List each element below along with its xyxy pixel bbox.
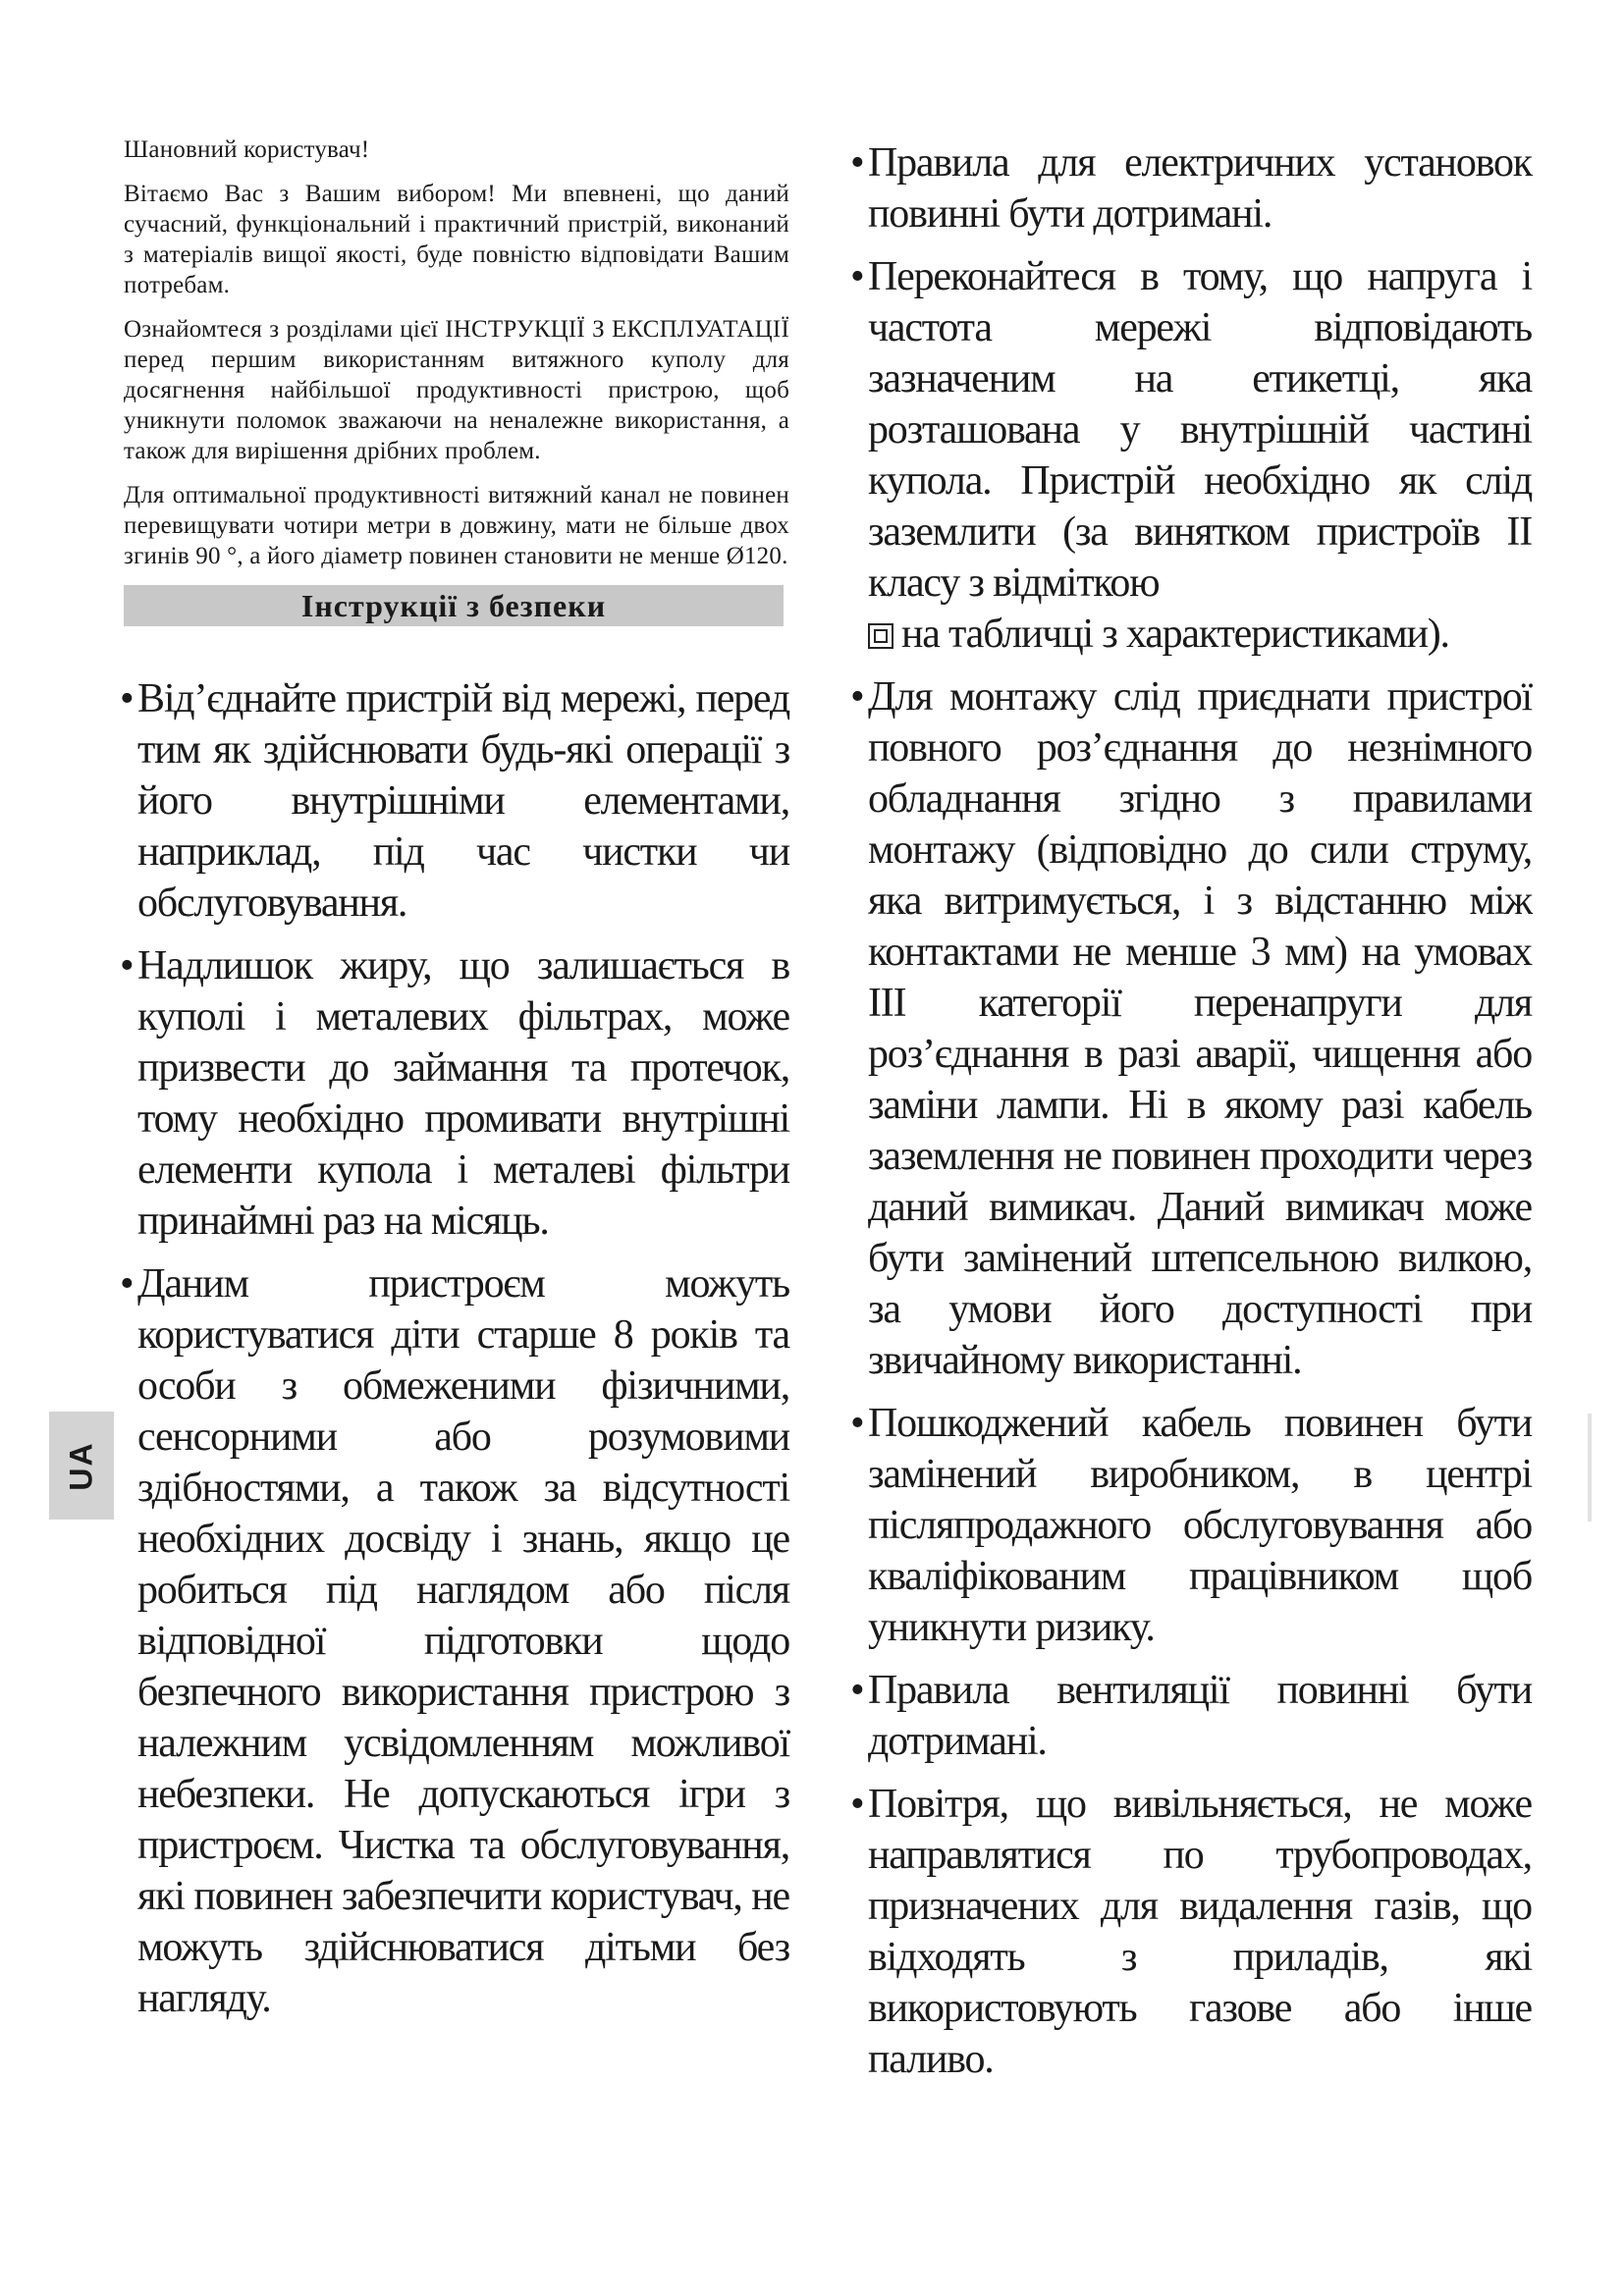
list-item (850, 671, 1532, 1386)
list-item-text: Правила для електричних установок повинні бути дотримані. (868, 140, 1532, 237)
bullet-icon: • (850, 254, 864, 299)
safety-list-right (850, 137, 1532, 2085)
list-item-text: Пошкоджений кабель повинен бути замінений виробником, в центрі післяпродажного обслуговування або кваліфікованим працівником щоб уникнути ризику. (868, 1401, 1532, 1650)
bullet-icon: • (850, 674, 864, 720)
language-tab-label: UA (63, 1440, 99, 1491)
list-item-text: Переконайтеся в тому, що напруга і частота мережі відповідають зазначеним на етикетці, яка розташована у внутрішній частині купола. Пристрій необхідно як слід заземлити (за винятком пристроїв ІІ класу з відміткою (868, 254, 1532, 606)
double-square-class-ii-icon (868, 623, 893, 649)
list-item (850, 1665, 1532, 1767)
list-item (850, 1779, 1532, 2085)
bullet-icon: • (850, 1668, 864, 1713)
bullet-icon: • (120, 943, 134, 988)
bullet-icon: • (850, 1782, 864, 1827)
language-tab (49, 1412, 114, 1520)
bullet-icon: • (850, 1401, 864, 1446)
list-item (850, 137, 1532, 240)
bullet-icon: • (850, 140, 864, 186)
list-item-text: Для монтажу слід приєднати пристрої повного роз’єднання до незнімного обладнання згідно з правилами монтажу (відповідно до сили струму, яка витримується, і з відстанню між контактами не менше 3 мм) на умовах ІІІ категорії перенапруги для роз’єднання в разі аварії, чищення або заміни лампи. Ні в якому разі кабель заземлення не повинен проходити через даний вимикач. Даний вимикач може бути замінений штепсельною вилкою, за умови його доступності при звичайному використанні. (868, 674, 1532, 1383)
intro-paragraph: Вітаємо Вас з Вашим вибором! Ми впевнені, що даний сучасний, функціональний і практичний пристрій, виконаний з матеріалів вищої якості, буде повністю відповідати Вашим потребам. (124, 181, 789, 298)
section-title: Інструкції з безпеки (300, 587, 607, 623)
safety-list-left (120, 673, 789, 2024)
list-item-text: Надлишок жиру, що залишається в куполі і металевих фільтрах, може призвести до займання та протечок, тому необхідно промивати внутрішні елементи купола і металеві фільтри принаймні раз на місяць. (137, 943, 789, 1244)
list-item-text: Правила вентиляції повинні бути дотримані. (868, 1668, 1532, 1764)
intro-paragraph: Для оптимальної продуктивності витяжний канал не повинен перевищувати чотири метри в довжину, мати не більше двох згинів 90 °, а його діаметр повинен становити не менше Ø120. (124, 482, 789, 569)
list-item-text-cont: на табличці з характеристиками). (901, 612, 1449, 657)
intro-section (124, 134, 789, 571)
list-item (850, 251, 1532, 660)
list-item-text: Від’єднайте пристрій від мережі, перед тим як здійснювати будь-які операції з його внутрішніми елементами, наприклад, під час чистки чи обслуговування. (137, 676, 789, 926)
list-item-text: Даним пристроєм можуть користуватися діти старше 8 років та особи з обмеженими фізичними, сенсорними або розумовими здібностями, а також за відсутності необхідних досвіду і знань, якщо це робиться під наглядом або після відповідної підготовки щодо безпечного використання пристрою з належним усвідомленням можливої небезпеки. Не допускаються ігри з пристроєм. Чистка та обслуговування, які повинен забезпечити користувач, не можуть здійснюватися дітьми без нагляду. (137, 1261, 789, 2021)
section-header-bar (124, 585, 784, 626)
bullet-icon: • (120, 676, 134, 721)
intro-paragraph: Ознайомтеся з розділами цієї ІНСТРУКЦІЇ З ЕКСПЛУАТАЦІЇ перед першим використанням витяжного куполу для досягнення найбільшої продуктивності пристрою, щоб уникнути поломок зважаючи на неналежне використання, а також для вирішення дрібних проблем. (124, 316, 789, 464)
left-column (120, 134, 789, 2036)
greeting: Шановний користувач! (124, 136, 370, 163)
edge-marker (1588, 1414, 1592, 1522)
list-item (120, 940, 789, 1247)
list-item-text: Повітря, що вивільняється, не може направлятися по трубопроводах, призначених для видалення газів, що відходять з приладів, які використовують газове або інше паливо. (868, 1782, 1532, 2082)
list-item (120, 1258, 789, 2024)
right-column (850, 137, 1532, 2097)
bullet-icon: • (120, 1261, 134, 1307)
list-item (120, 673, 789, 929)
list-item (850, 1398, 1532, 1653)
